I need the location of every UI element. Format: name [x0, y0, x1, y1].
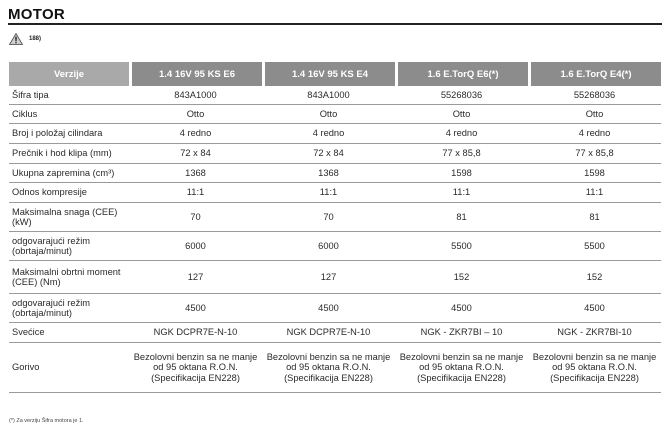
row-label: Prečnik i hod klipa (mm) — [9, 144, 129, 164]
cell-value: 152 — [395, 261, 528, 294]
row-label: Ukupna zapremina (cm³) — [9, 164, 129, 183]
row-label: odgovarajući režim (obrtaja/minut) — [9, 294, 129, 323]
header-col-3: 1.6 E.TorQ E6(*) — [395, 62, 528, 86]
cell-value: 6000 — [262, 232, 395, 261]
header-col-1: 1.4 16V 95 KS E6 — [129, 62, 262, 86]
table-row — [9, 261, 661, 294]
table-row — [9, 232, 661, 261]
table-row — [9, 144, 661, 164]
cell-value: Bezolovni benzin sa ne manje od 95 oktana R.O.N. (Specifikacija EN228) — [528, 343, 661, 393]
cell-value: 4 redno — [528, 124, 661, 144]
table-row — [9, 105, 661, 124]
cell-value: 4500 — [395, 294, 528, 323]
table-row — [9, 323, 661, 343]
cell-value: 6000 — [129, 232, 262, 261]
cell-value: 55268036 — [528, 86, 661, 105]
cell-value: 4500 — [129, 294, 262, 323]
cell-value: 1368 — [262, 164, 395, 183]
section-title: MOTOR — [8, 6, 66, 23]
warning-reference: 188) — [29, 36, 42, 42]
cell-value: 5500 — [528, 232, 661, 261]
cell-value: 843A1000 — [129, 86, 262, 105]
row-label: Gorivo — [9, 343, 129, 393]
table-row — [9, 343, 661, 393]
cell-value: 5500 — [395, 232, 528, 261]
warning-note — [9, 33, 41, 45]
row-label: Svećice — [9, 323, 129, 343]
cell-value: NGK DCPR7E-N-10 — [129, 323, 262, 343]
table-row — [9, 124, 661, 144]
cell-value: 152 — [528, 261, 661, 294]
warning-icon — [9, 33, 23, 45]
cell-value: Bezolovni benzin sa ne manje od 95 oktana R.O.N. (Specifikacija EN228) — [262, 343, 395, 393]
row-label: Broj i položaj cilindara — [9, 124, 129, 144]
row-label: Šifra tipa — [9, 86, 129, 105]
cell-value: 70 — [262, 203, 395, 232]
cell-value: Otto — [528, 105, 661, 124]
cell-value: 4 redno — [395, 124, 528, 144]
header-versions: Verzije — [9, 62, 129, 86]
cell-value: 81 — [395, 203, 528, 232]
cell-value: 70 — [129, 203, 262, 232]
cell-value: 4500 — [528, 294, 661, 323]
cell-value: 127 — [129, 261, 262, 294]
table-row — [9, 294, 661, 323]
title-rule — [8, 23, 662, 25]
table-header-row — [9, 62, 661, 86]
cell-value: 11:1 — [262, 183, 395, 203]
table-row — [9, 183, 661, 203]
cell-value: 843A1000 — [262, 86, 395, 105]
footnote: (*) Za verziju Šifra motora je 1. — [9, 418, 84, 424]
header-col-4: 1.6 E.TorQ E4(*) — [528, 62, 661, 86]
row-label: Odnos kompresije — [9, 183, 129, 203]
cell-value: 11:1 — [129, 183, 262, 203]
cell-value: 81 — [528, 203, 661, 232]
cell-value: 1598 — [395, 164, 528, 183]
cell-value: 72 x 84 — [262, 144, 395, 164]
cell-value: 72 x 84 — [129, 144, 262, 164]
cell-value: 11:1 — [528, 183, 661, 203]
table-row — [9, 86, 661, 105]
row-label: Ciklus — [9, 105, 129, 124]
cell-value: 77 x 85,8 — [528, 144, 661, 164]
cell-value: 4 redno — [129, 124, 262, 144]
cell-value: NGK - ZKR7BI-10 — [528, 323, 661, 343]
engine-spec-table — [9, 62, 661, 393]
header-col-2: 1.4 16V 95 KS E4 — [262, 62, 395, 86]
cell-value: 11:1 — [395, 183, 528, 203]
table-row — [9, 203, 661, 232]
cell-value: 4 redno — [262, 124, 395, 144]
cell-value: Bezolovni benzin sa ne manje od 95 oktana R.O.N. (Specifikacija EN228) — [129, 343, 262, 393]
cell-value: NGK - ZKR7BI – 10 — [395, 323, 528, 343]
cell-value: Otto — [395, 105, 528, 124]
cell-value: 4500 — [262, 294, 395, 323]
cell-value: 55268036 — [395, 86, 528, 105]
row-label: odgovarajući režim (obrtaja/minut) — [9, 232, 129, 261]
cell-value: 1598 — [528, 164, 661, 183]
cell-value: Otto — [262, 105, 395, 124]
row-label: Maksimalni obrtni moment (CEE) (Nm) — [9, 261, 129, 294]
cell-value: 1368 — [129, 164, 262, 183]
cell-value: 77 x 85,8 — [395, 144, 528, 164]
cell-value: NGK DCPR7E-N-10 — [262, 323, 395, 343]
table-row — [9, 164, 661, 183]
cell-value: Bezolovni benzin sa ne manje od 95 oktana R.O.N. (Specifikacija EN228) — [395, 343, 528, 393]
row-label: Maksimalna snaga (CEE) (kW) — [9, 203, 129, 232]
cell-value: 127 — [262, 261, 395, 294]
cell-value: Otto — [129, 105, 262, 124]
